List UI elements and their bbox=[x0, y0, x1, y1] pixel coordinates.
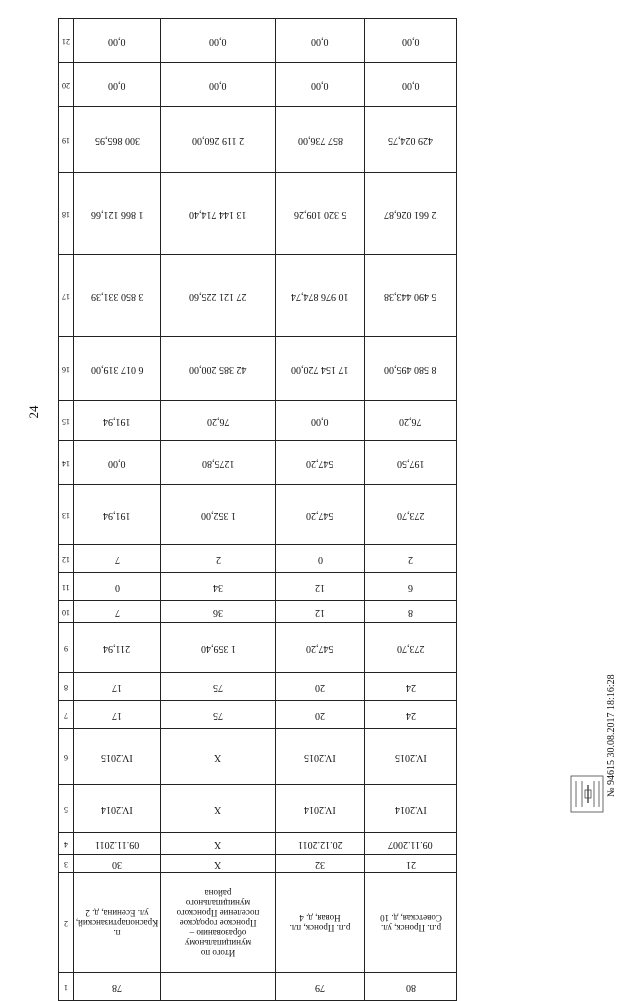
column-number: 16 bbox=[62, 364, 70, 374]
table-column-12 bbox=[59, 545, 457, 573]
table-cell bbox=[365, 623, 457, 673]
table-cell bbox=[161, 873, 276, 973]
table-cell bbox=[276, 601, 365, 623]
column-number-cell bbox=[59, 833, 74, 855]
table-cell bbox=[161, 785, 276, 833]
cell-value: 20.12.2011 bbox=[297, 838, 343, 850]
table-cell bbox=[161, 973, 276, 1001]
column-number-cell bbox=[59, 441, 74, 485]
cell-value: 75 bbox=[213, 709, 223, 721]
table-cell bbox=[276, 701, 365, 729]
column-number: 9 bbox=[64, 643, 68, 653]
registration-mark: № 94615 30.08.2017 18:16:28 bbox=[606, 674, 617, 797]
column-number-cell bbox=[59, 545, 74, 573]
table-cell bbox=[365, 173, 457, 255]
table-column-19 bbox=[59, 107, 457, 173]
table-cell bbox=[74, 441, 161, 485]
table-cell bbox=[276, 19, 365, 63]
cell-value: 0,00 bbox=[311, 35, 329, 47]
table-column-21 bbox=[59, 19, 457, 63]
cell-value: 7 bbox=[114, 553, 120, 565]
table-cell bbox=[161, 673, 276, 701]
cell-value: р.п. Пронск, пл. Новая, д. 4 bbox=[289, 912, 351, 933]
table-cell bbox=[365, 441, 457, 485]
column-number-cell bbox=[59, 63, 74, 107]
column-number: 6 bbox=[64, 752, 68, 762]
table-column-15 bbox=[59, 401, 457, 441]
table-cell bbox=[365, 545, 457, 573]
cell-value: 191,94 bbox=[103, 509, 131, 521]
column-number: 12 bbox=[62, 554, 70, 564]
cell-value: 273,70 bbox=[396, 509, 425, 521]
table-cell bbox=[161, 337, 276, 401]
cell-value: X bbox=[214, 803, 222, 815]
cell-value: 0,00 bbox=[311, 79, 329, 91]
cell-value: IV.2014 bbox=[394, 803, 427, 815]
cell-value: 76,20 bbox=[206, 415, 230, 427]
table-cell bbox=[74, 701, 161, 729]
table-cell bbox=[365, 729, 457, 785]
table-column-6 bbox=[59, 729, 457, 785]
cell-value: 1275,80 bbox=[201, 457, 235, 469]
cell-value: 0 bbox=[317, 553, 323, 565]
table-cell bbox=[161, 107, 276, 173]
table-cell bbox=[365, 573, 457, 601]
cell-value: IV.2014 bbox=[101, 803, 133, 815]
table-cell bbox=[276, 401, 365, 441]
column-number-cell bbox=[59, 173, 74, 255]
table-cell bbox=[74, 19, 161, 63]
cell-value: 0,00 bbox=[108, 79, 126, 91]
cell-value: 17 bbox=[112, 709, 122, 721]
cell-value: 78 bbox=[112, 981, 122, 993]
column-number: 1 bbox=[64, 982, 68, 992]
cell-value: 24 bbox=[405, 709, 416, 721]
table-cell bbox=[74, 63, 161, 107]
table-cell bbox=[365, 107, 457, 173]
table-cell bbox=[276, 337, 365, 401]
column-number: 18 bbox=[62, 209, 70, 219]
table-cell bbox=[365, 673, 457, 701]
table-column-18 bbox=[59, 173, 457, 255]
cell-value: 76,20 bbox=[399, 415, 422, 427]
cell-value: X bbox=[214, 838, 222, 850]
stamp-logo-icon bbox=[568, 773, 606, 815]
cell-value: п. Краснопартизанский, ул. Есенина, д. 2 bbox=[75, 907, 159, 938]
table-cell bbox=[276, 973, 365, 1001]
table-cell bbox=[161, 255, 276, 337]
table-cell bbox=[74, 673, 161, 701]
column-number: 7 bbox=[64, 710, 68, 720]
table-column-2 bbox=[59, 873, 457, 973]
column-number: 20 bbox=[62, 80, 70, 90]
table-cell bbox=[365, 401, 457, 441]
cell-value: 0,00 bbox=[401, 35, 420, 47]
cell-value: 20 bbox=[315, 681, 325, 693]
cell-value: 0,00 bbox=[401, 79, 420, 91]
cell-value: 32 bbox=[315, 858, 325, 870]
cell-value: 17 154 720,00 bbox=[291, 363, 349, 375]
table-cell bbox=[74, 833, 161, 855]
cell-value: 191,94 bbox=[103, 415, 131, 427]
table-cell bbox=[74, 173, 161, 255]
column-number-cell bbox=[59, 729, 74, 785]
cell-value: 8 bbox=[408, 606, 413, 618]
cell-value: 27 121 225,60 bbox=[189, 290, 247, 302]
table-cell bbox=[74, 855, 161, 873]
table-column-17 bbox=[59, 255, 457, 337]
table-cell bbox=[276, 63, 365, 107]
table-cell bbox=[276, 573, 365, 601]
cell-value: 547,20 bbox=[306, 509, 334, 521]
table-cell bbox=[365, 485, 457, 545]
table-cell bbox=[161, 729, 276, 785]
cell-value: 2 119 260,00 bbox=[191, 134, 245, 146]
column-number: 13 bbox=[62, 510, 70, 520]
cell-value: IV.2015 bbox=[304, 751, 336, 763]
table-cell bbox=[161, 623, 276, 673]
column-number: 21 bbox=[62, 36, 70, 46]
table-cell bbox=[365, 337, 457, 401]
table-cell bbox=[74, 973, 161, 1001]
table-cell bbox=[74, 545, 161, 573]
table-cell bbox=[74, 729, 161, 785]
column-number: 5 bbox=[64, 804, 68, 814]
cell-value: 24 bbox=[405, 681, 416, 693]
table-cell bbox=[161, 545, 276, 573]
table-column-3 bbox=[59, 855, 457, 873]
table-cell bbox=[74, 107, 161, 173]
cell-value: 2 661 026,87 bbox=[384, 208, 437, 220]
cell-value: 09.11.2011 bbox=[94, 838, 140, 850]
table-cell bbox=[161, 63, 276, 107]
cell-value: Итого по муниципальному образованию – Пронское городское поселение Пронского муниципального района bbox=[176, 887, 260, 958]
cell-value: 75 bbox=[213, 681, 223, 693]
cell-value: 3 850 331,39 bbox=[90, 290, 144, 302]
table-cell bbox=[365, 785, 457, 833]
table-cell bbox=[365, 63, 457, 107]
cell-value: X bbox=[214, 751, 222, 763]
table-cell bbox=[276, 623, 365, 673]
table-cell bbox=[161, 855, 276, 873]
table-cell bbox=[161, 441, 276, 485]
cell-value: 8 580 495,00 bbox=[384, 363, 437, 375]
table-cell bbox=[276, 833, 365, 855]
column-number-cell bbox=[59, 255, 74, 337]
table-cell bbox=[161, 401, 276, 441]
table-cell bbox=[365, 855, 457, 873]
column-number: 3 bbox=[64, 859, 68, 869]
cell-value: 300 865,95 bbox=[94, 134, 140, 146]
table-cell bbox=[276, 545, 365, 573]
column-number-cell bbox=[59, 573, 74, 601]
cell-value: 36 bbox=[213, 606, 223, 618]
table-cell bbox=[74, 573, 161, 601]
cell-value: 13 144 714,40 bbox=[189, 208, 247, 220]
column-number-cell bbox=[59, 701, 74, 729]
column-number: 2 bbox=[64, 918, 68, 928]
table-column-4 bbox=[59, 833, 457, 855]
table-cell bbox=[161, 19, 276, 63]
table-column-10 bbox=[59, 601, 457, 623]
column-number: 4 bbox=[64, 839, 68, 849]
cell-value: 1 352,00 bbox=[200, 509, 236, 521]
column-number-cell bbox=[59, 623, 74, 673]
cell-value: 0,00 bbox=[209, 79, 227, 91]
cell-value: IV.2015 bbox=[101, 751, 133, 763]
column-number-cell bbox=[59, 785, 74, 833]
cell-value: 6 bbox=[408, 581, 413, 593]
cell-value: 0,00 bbox=[108, 35, 126, 47]
table-cell bbox=[74, 873, 161, 973]
cell-value: 6 017 319,00 bbox=[90, 363, 144, 375]
table-cell bbox=[276, 729, 365, 785]
cell-value: 857 736,00 bbox=[297, 134, 343, 146]
column-number-cell bbox=[59, 107, 74, 173]
table-cell bbox=[161, 173, 276, 255]
table-column-14 bbox=[59, 441, 457, 485]
column-number: 8 bbox=[64, 682, 68, 692]
cell-value: 2 bbox=[215, 553, 221, 565]
column-number-cell bbox=[59, 19, 74, 63]
table-column-16 bbox=[59, 337, 457, 401]
column-number: 15 bbox=[62, 416, 70, 426]
table-cell bbox=[365, 701, 457, 729]
table-column-11 bbox=[59, 573, 457, 601]
table-cell bbox=[365, 19, 457, 63]
column-number: 19 bbox=[62, 135, 70, 145]
table-column-5 bbox=[59, 785, 457, 833]
cell-value: 1 359,40 bbox=[200, 642, 236, 654]
table-cell bbox=[365, 873, 457, 973]
cell-value: IV.2014 bbox=[304, 803, 336, 815]
table-cell bbox=[74, 601, 161, 623]
cell-value: 197,50 bbox=[396, 457, 425, 469]
cell-value: 79 bbox=[315, 981, 325, 993]
column-number: 11 bbox=[62, 582, 70, 592]
table-cell bbox=[74, 401, 161, 441]
table-cell bbox=[365, 973, 457, 1001]
cell-value: 12 bbox=[315, 581, 325, 593]
column-number: 17 bbox=[62, 291, 70, 301]
cell-value: 09.11.2007 bbox=[388, 838, 433, 850]
cell-value: 12 bbox=[315, 606, 325, 618]
column-number-cell bbox=[59, 485, 74, 545]
cell-value: 5 490 443,38 bbox=[384, 290, 437, 302]
cell-value: 0 bbox=[114, 581, 120, 593]
table-cell bbox=[74, 623, 161, 673]
table-cell bbox=[365, 255, 457, 337]
table-cell bbox=[276, 873, 365, 973]
cell-value: 80 bbox=[405, 981, 416, 993]
cell-value: 20 bbox=[315, 709, 325, 721]
column-number-cell bbox=[59, 337, 74, 401]
cell-value: X bbox=[214, 858, 222, 870]
table-cell bbox=[276, 673, 365, 701]
column-number-cell bbox=[59, 401, 74, 441]
table-cell bbox=[161, 573, 276, 601]
cell-value: 1 866 121,66 bbox=[90, 208, 144, 220]
cell-value: 0,00 bbox=[108, 457, 126, 469]
cell-value: 7 bbox=[114, 606, 120, 618]
table-column-9 bbox=[59, 623, 457, 673]
cell-value: 2 bbox=[408, 553, 413, 565]
table-cell bbox=[365, 601, 457, 623]
table-cell bbox=[276, 107, 365, 173]
table-cell bbox=[161, 701, 276, 729]
column-number-cell bbox=[59, 601, 74, 623]
table-cell bbox=[276, 173, 365, 255]
table-cell bbox=[161, 601, 276, 623]
table-cell bbox=[74, 785, 161, 833]
cell-value: 10 976 874,74 bbox=[291, 290, 349, 302]
cell-value: 34 bbox=[213, 581, 223, 593]
table-cell bbox=[276, 255, 365, 337]
table-column-7 bbox=[59, 701, 457, 729]
cell-value: р.п. Пронск, ул. Советская, д. 10 bbox=[379, 912, 442, 933]
column-number-cell bbox=[59, 873, 74, 973]
column-number: 10 bbox=[62, 607, 70, 617]
column-number-cell bbox=[59, 973, 74, 1001]
table-cell bbox=[276, 485, 365, 545]
cell-value: IV.2015 bbox=[394, 751, 427, 763]
table-cell bbox=[365, 833, 457, 855]
table-column-20 bbox=[59, 63, 457, 107]
column-number: 14 bbox=[62, 458, 70, 468]
cell-value: 273,70 bbox=[396, 642, 425, 654]
cell-value: 429 024,75 bbox=[388, 134, 433, 146]
cell-value: 211,94 bbox=[103, 642, 131, 654]
table-cell bbox=[74, 485, 161, 545]
table-cell bbox=[161, 833, 276, 855]
cell-value: 5 320 109,26 bbox=[293, 208, 347, 220]
table-cell bbox=[74, 255, 161, 337]
table-cell bbox=[161, 485, 276, 545]
cell-value: 0,00 bbox=[209, 35, 227, 47]
column-number-cell bbox=[59, 673, 74, 701]
table-column-13 bbox=[59, 485, 457, 545]
page-number: 24 bbox=[26, 405, 41, 419]
table-cell bbox=[276, 785, 365, 833]
table-column-8 bbox=[59, 673, 457, 701]
table-cell bbox=[74, 337, 161, 401]
cell-value: 21 bbox=[405, 858, 416, 870]
table-cell bbox=[276, 441, 365, 485]
cell-value: 30 bbox=[112, 858, 122, 870]
cell-value: 547,20 bbox=[306, 642, 334, 654]
cell-value: 42 385 200,00 bbox=[189, 363, 247, 375]
table-cell bbox=[276, 855, 365, 873]
column-number-cell bbox=[59, 855, 74, 873]
table-column-1 bbox=[59, 973, 457, 1001]
cell-value: 0,00 bbox=[311, 415, 329, 427]
cell-value: 547,20 bbox=[306, 457, 334, 469]
cell-value: 17 bbox=[112, 681, 122, 693]
data-table bbox=[58, 18, 457, 1001]
